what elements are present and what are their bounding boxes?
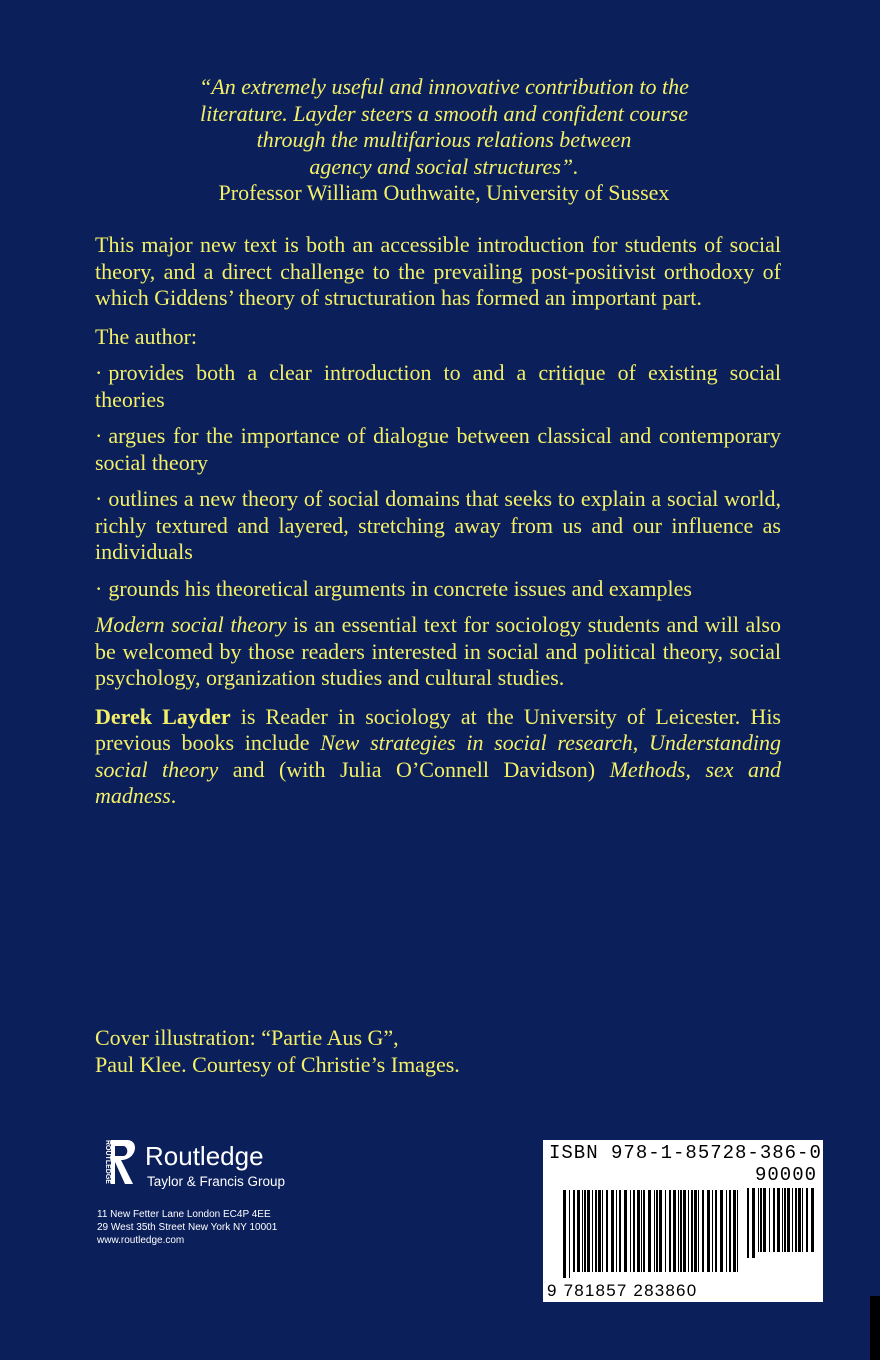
bullet-dot: ·	[95, 575, 103, 601]
barcode-stripe	[798, 1188, 801, 1252]
barcode-stripe	[726, 1190, 727, 1272]
barcode-stripe	[702, 1190, 704, 1272]
barcode-stripe	[729, 1190, 731, 1272]
barcode-stripe	[641, 1190, 642, 1272]
barcode-stripe	[673, 1190, 676, 1272]
bullet-item	[95, 576, 781, 603]
barcode-stripe	[802, 1188, 803, 1252]
barcode-stripe	[683, 1190, 686, 1272]
barcode-stripe	[688, 1190, 689, 1272]
cover-credit: Cover illustration: “Partie Aus G”, Paul Klee. Courtesy of Christie’s Images.	[95, 1025, 460, 1077]
barcode-stripe	[619, 1190, 621, 1272]
barcode-stripe	[707, 1190, 710, 1272]
barcode-stripe	[694, 1190, 697, 1272]
barcode-stripe	[633, 1190, 635, 1272]
closing-paragraph	[95, 612, 781, 692]
barcode-stripe	[659, 1190, 662, 1272]
barcode-stripe	[648, 1190, 651, 1272]
bullet-item	[95, 423, 781, 476]
author-heading: The author:	[95, 323, 198, 349]
bullet-dot: ·	[95, 360, 103, 385]
barcode-stripe	[733, 1190, 736, 1272]
barcode-stripe	[616, 1190, 617, 1272]
isbn-barcode	[543, 1140, 823, 1302]
previous-book: Understanding social theory	[95, 730, 781, 782]
book-title: Modern social theory	[95, 612, 287, 637]
bullet-dot: ·	[95, 423, 103, 448]
bio-text: is Reader in sociology at the University of Leicester. His previous books include	[95, 703, 781, 755]
bullet-dot: ·	[95, 486, 103, 511]
barcode-stripe	[747, 1188, 749, 1258]
publisher-block	[95, 1138, 355, 1258]
barcode-stripe	[602, 1190, 603, 1272]
barcode-stripe	[669, 1190, 671, 1272]
barcode-stripe	[606, 1190, 608, 1272]
previous-book: New strategies in social research	[320, 730, 633, 755]
barcode-stripe	[752, 1188, 755, 1258]
barcode-stripe	[643, 1190, 645, 1272]
publisher-address	[97, 1208, 277, 1247]
barcode-stripe	[806, 1188, 808, 1252]
barcode-digits: 9 781857 283860	[547, 1281, 698, 1300]
barcode-stripe	[737, 1190, 738, 1272]
barcode-stripe	[782, 1188, 783, 1252]
barcode-stripe	[760, 1188, 762, 1252]
endorsement-quote	[96, 74, 792, 207]
barcode-stripe	[784, 1188, 786, 1252]
barcode-bars	[563, 1190, 741, 1280]
barcode-stripe	[598, 1190, 601, 1272]
quote-attribution: Professor William Outhwaite, University of Sussex	[218, 180, 670, 205]
barcode-stripe	[795, 1188, 797, 1252]
bio-separator: ,	[632, 730, 649, 755]
closing-text: is an essential text for sociology students and will also be welcomed by those readers interested in social and political theory, social psychology, organization studies and cultural studies.	[95, 612, 781, 690]
publisher-name: Routledge	[145, 1141, 264, 1171]
barcode-stripe	[691, 1190, 693, 1272]
barcode-stripe	[630, 1190, 631, 1272]
barcode-stripe	[665, 1190, 666, 1272]
address-line: 11 New Fetter Lane London EC4P 4EE	[97, 1209, 271, 1220]
bullet-item	[95, 360, 781, 413]
previous-book: Methods, sex and madness	[95, 756, 781, 808]
bullet-text: grounds his theoretical arguments in concrete issues and examples	[108, 575, 692, 601]
author-bio	[95, 704, 781, 810]
barcode-stripe	[678, 1190, 679, 1272]
barcode-stripe	[656, 1190, 658, 1272]
barcode-stripe	[587, 1190, 590, 1272]
barcode-stripe	[637, 1190, 640, 1272]
corner-mark	[870, 1296, 880, 1360]
bullet-item	[95, 486, 781, 566]
logo-vertical-text: ROUTLEDGE	[104, 1140, 111, 1184]
barcode-stripe	[763, 1188, 766, 1252]
barcode-stripe	[777, 1188, 780, 1252]
barcode-stripe	[712, 1190, 713, 1272]
barcode-stripe	[769, 1188, 770, 1252]
barcode-stripe	[680, 1190, 682, 1272]
publisher-group: Taylor & Francis Group	[147, 1174, 286, 1189]
barcode-stripe	[582, 1190, 583, 1272]
address-line: 29 West 35th Street New York NY 10001	[97, 1222, 278, 1233]
bullet-text: outlines a new theory of social domains that seeks to explain a social world, richly textured and layered, stretching away from us and our influence as individuals	[95, 486, 781, 564]
barcode-stripe	[715, 1190, 717, 1272]
barcode-stripe	[569, 1190, 570, 1278]
bio-text: and (with Julia O’Connell Davidson)	[218, 756, 610, 782]
publisher-website: www.routledge.com	[97, 1235, 185, 1246]
author-name: Derek Layder	[95, 703, 231, 729]
barcode-stripe	[773, 1188, 775, 1252]
intro-paragraph: This major new text is both an accessible introduction for students of social theory, and a direct challenge to the prevailing post-positivist orthodoxy of which Giddens’ theory of structuration has formed an important part.	[95, 232, 781, 310]
barcode-addon-bars	[747, 1188, 817, 1278]
bullet-text: provides both a clear introduction to and a critique of existing social theories	[95, 360, 781, 412]
barcode-stripe	[654, 1190, 655, 1272]
barcode-stripe	[811, 1188, 814, 1252]
barcode-stripe	[592, 1190, 593, 1272]
barcode-stripe	[611, 1190, 614, 1272]
bullet-text: argues for the importance of dialogue between classical and contemporary social theory	[95, 423, 781, 475]
barcode-stripe	[577, 1190, 580, 1272]
barcode-stripe	[595, 1190, 597, 1272]
blurb	[95, 232, 781, 822]
isbn-number: ISBN 978-1-85728-386-0	[549, 1142, 822, 1164]
price-code: 90000	[754, 1164, 817, 1186]
barcode-stripe	[573, 1190, 575, 1272]
routledge-logo-icon	[97, 1138, 137, 1196]
barcode-stripe	[792, 1188, 793, 1252]
barcode-stripe	[698, 1190, 699, 1272]
barcode-stripe	[563, 1190, 566, 1278]
barcode-stripe	[758, 1188, 759, 1252]
barcode-stripe	[787, 1188, 790, 1252]
barcode-stripe	[720, 1190, 723, 1272]
barcode-stripe	[624, 1190, 627, 1272]
barcode-stripe	[584, 1190, 586, 1272]
bio-text: .	[170, 783, 177, 808]
quote-text: “An extremely useful and innovative contribution to the literature. Layder steers a smooth and confident course through the multifarious relations between agency and social structures”.	[199, 74, 689, 179]
